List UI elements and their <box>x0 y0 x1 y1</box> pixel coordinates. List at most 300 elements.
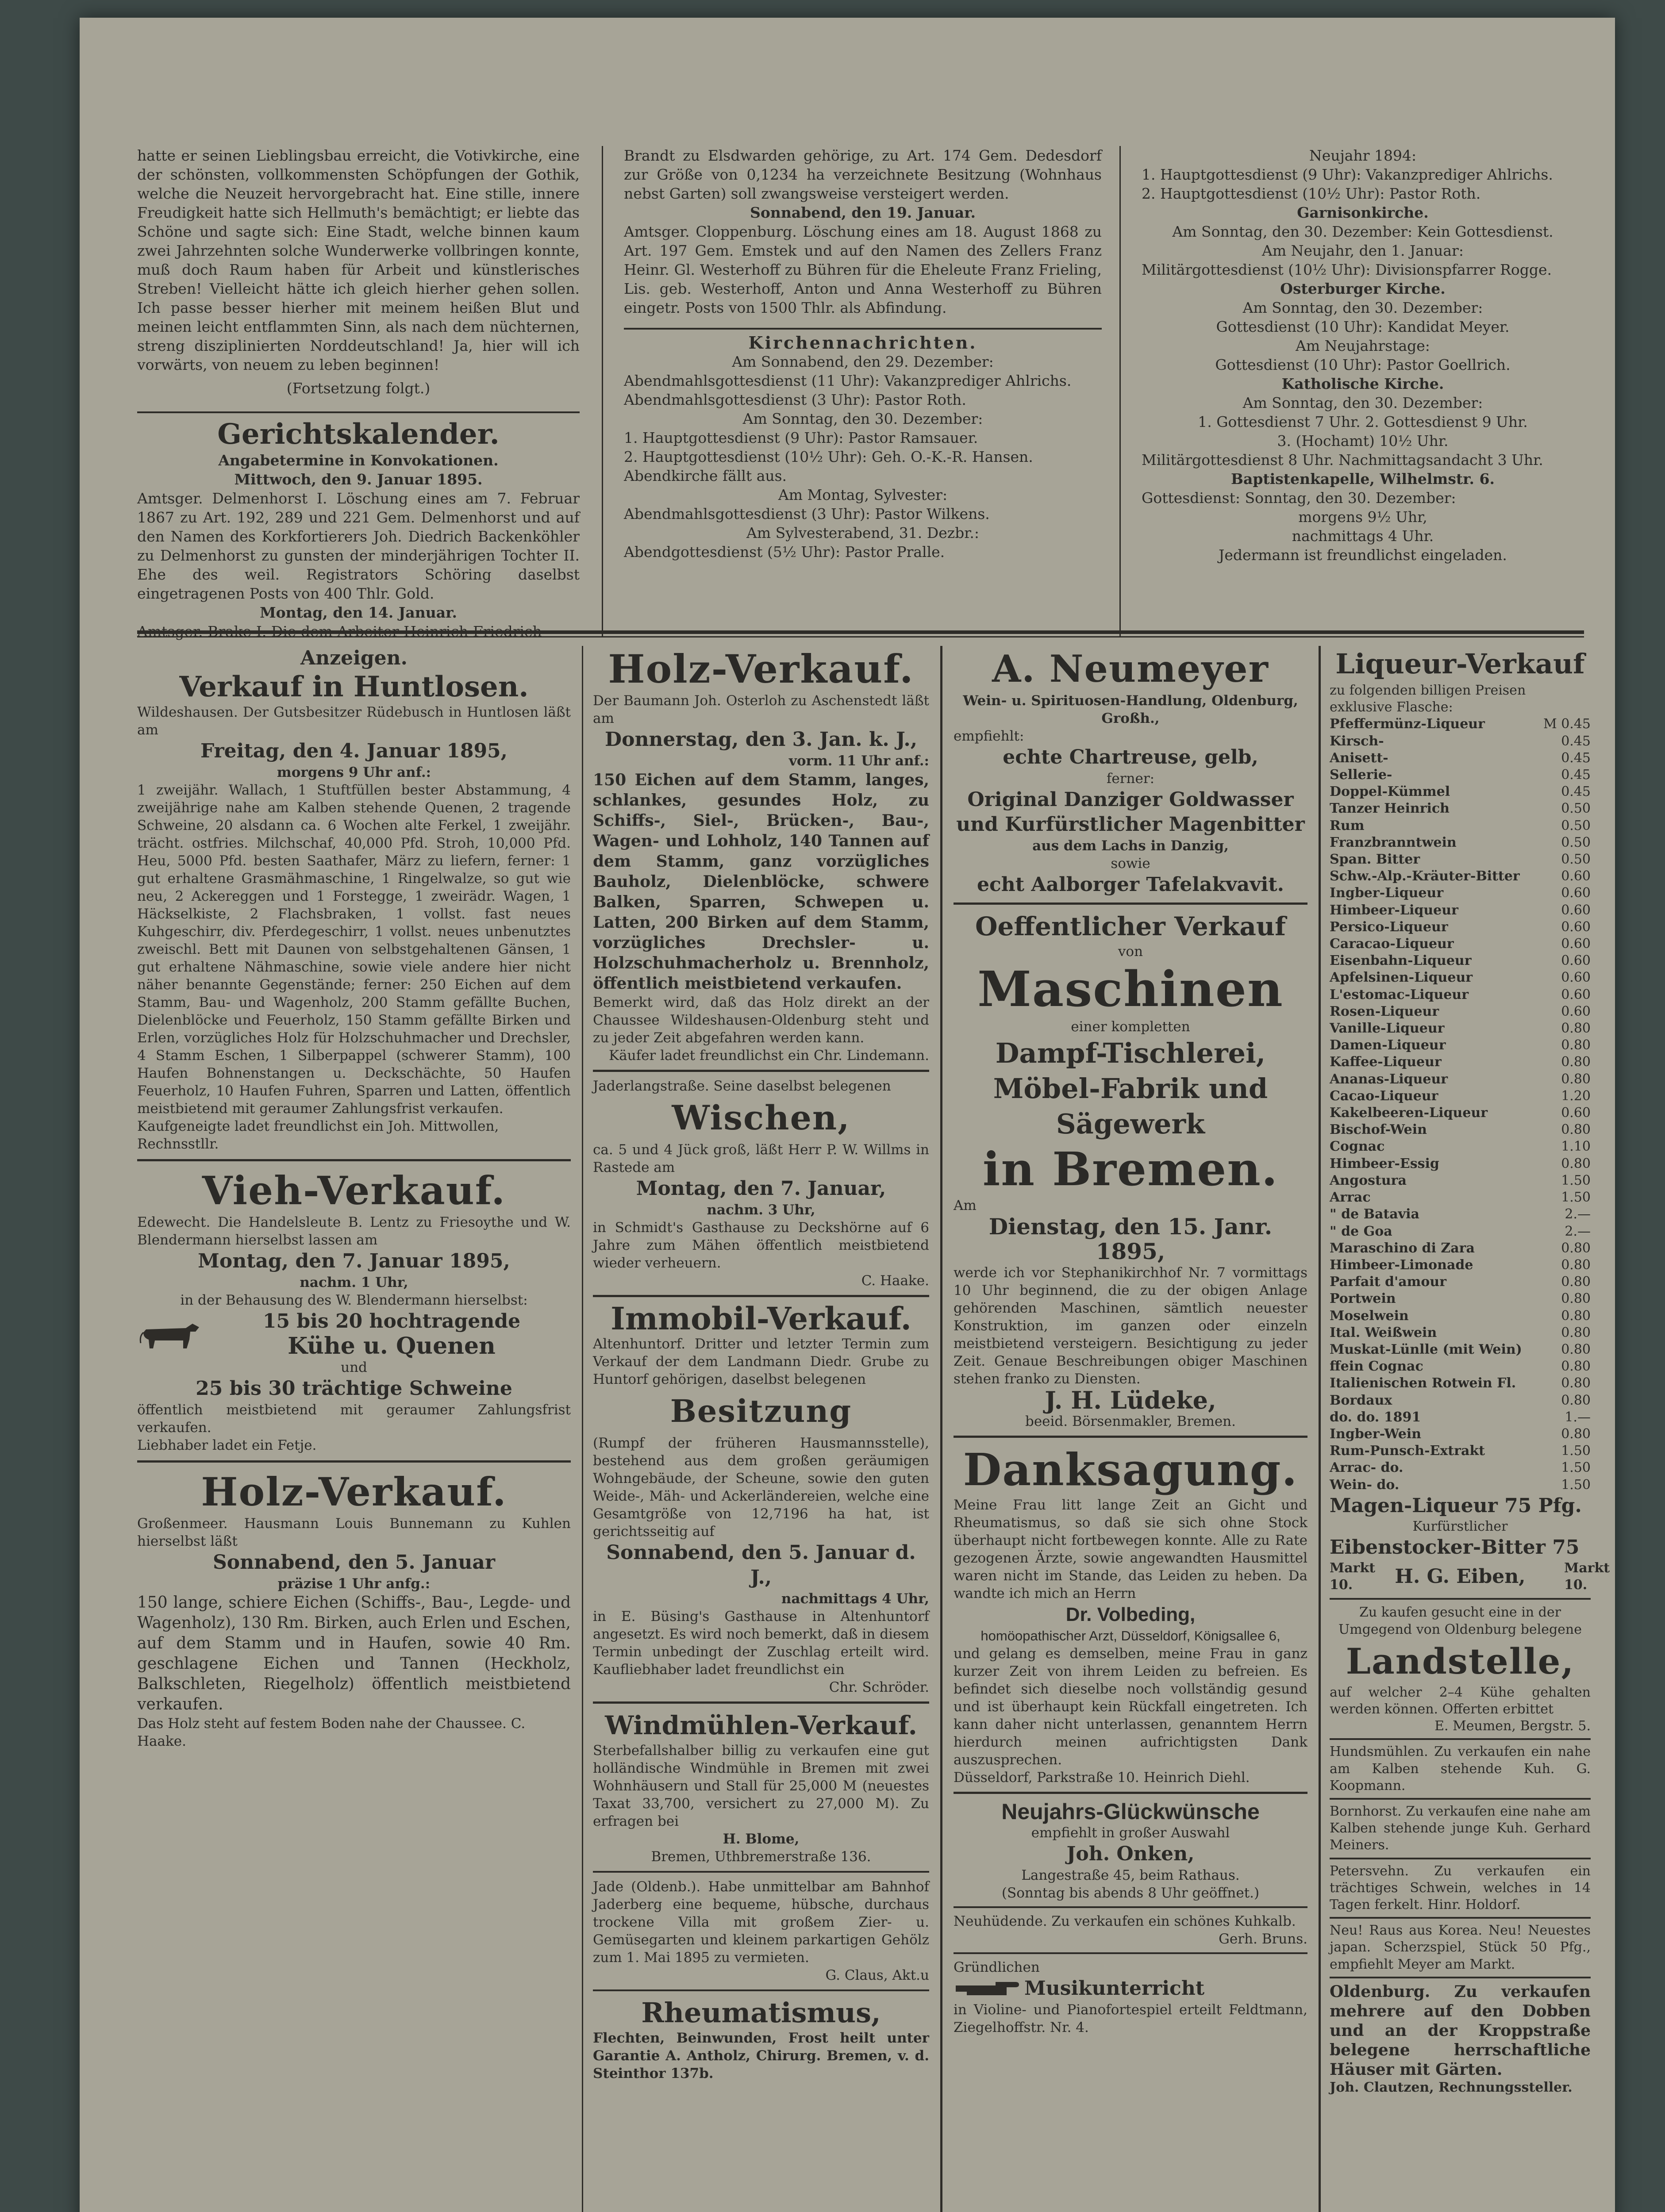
church-line: Jedermann ist freundlichst eingeladen. <box>1219 546 1507 564</box>
liqueur-name: Angostura <box>1330 1172 1407 1188</box>
liqueur-row <box>1330 1459 1591 1476</box>
liqueur-price: 0.60 <box>1561 919 1591 935</box>
church-line: Gottesdienst (10 Uhr): Kandidat Meyer. <box>1216 318 1510 335</box>
ad-text: öffentlich meistbietend mit geraumer Zahlungsfrist verkaufen. <box>137 1402 571 1436</box>
court-calendar-title: Gerichtskalender. <box>217 418 500 451</box>
church-line: nachmittags 4 Uhr. <box>1292 527 1434 545</box>
liqueur-name: Cognac <box>1330 1139 1385 1155</box>
church-news-line: Am Sonnabend, den 29. Dezember: <box>732 353 994 370</box>
liqueur-name: Kaffee-Liqueur <box>1330 1054 1442 1070</box>
ad-text: in E. Büsing's Gasthause in Altenhuntorf angesetzt. Es wird noch bemerkt, daß in diesem Termin unbedingt der Zuschlag erteilt wird. Kaufliebhaber ladet freundlichst ein <box>593 1609 929 1678</box>
ad-footer: Düsseldorf, Parkstraße 10. Heinrich Diehl. <box>954 1770 1250 1786</box>
ad-text: empfiehlt: <box>954 728 1024 744</box>
church-news-line: Am Montag, Sylvester: <box>778 486 948 503</box>
liqueur-price: 1.50 <box>1561 1172 1591 1188</box>
liqueur-price: 0.60 <box>1561 953 1591 969</box>
church-news-line: Abendgottesdienst (5½ Uhr): Pastor Pralle. <box>624 543 945 561</box>
church-line: Am Neujahrstage: <box>1296 337 1430 354</box>
ad-text: Meine Frau litt lange Zeit an Gicht und Rheumatismus, so daß sie sich ohne Stock überhaupt nicht fortbewegen konnte. Alle zu Rate gezogenen Ärzte, sowie angewandten Hausmittel waren nicht im Stande, das Leiden zu heben. Da wandte ich mich an Herrn <box>954 1497 1307 1601</box>
liqueur-row <box>1330 868 1591 885</box>
ads-heading: Anzeigen. <box>300 647 408 669</box>
ad-text: Altenhuntorf. Dritter und letzter Termin zum Verkauf der dem Landmann Diedr. Grube zu Huntorf gehörigen, daselbst belegenen <box>593 1336 929 1387</box>
divider <box>593 1871 929 1873</box>
liqueur-row <box>1330 1426 1591 1443</box>
ad-text: Bornhorst. Zu verkaufen eine nahe am Kalben stehende junge Kuh. Gerhard Meiners. <box>1330 1803 1591 1853</box>
garrison-church-title: Garnisonkirche. <box>1297 204 1429 221</box>
liqueur-name: Rosen-Liqueur <box>1330 1003 1439 1019</box>
column-divider <box>1119 146 1121 637</box>
church-news-line: Am Sonntag, den 30. Dezember: <box>742 410 983 427</box>
ad-text: Oldenburg. Zu verkaufen mehrere auf den Dobben und an der Kroppstraße belegene herrschaftliche Häuser mit Gärten. <box>1330 1982 1591 2079</box>
market-label: Markt 10. <box>1564 1560 1610 1593</box>
liqueur-price: 0.80 <box>1561 1359 1591 1375</box>
cattle-offer-line: 15 bis 20 hochtragende <box>262 1310 521 1333</box>
ad-text: in der Behausung des W. Blendermann hierselbst: <box>180 1292 528 1308</box>
liqueur-name: Parfait d'amour <box>1330 1274 1447 1290</box>
column-divider <box>940 646 942 2212</box>
liqueur-price: 2.— <box>1565 1206 1591 1222</box>
liqueur-price: 0.80 <box>1561 1071 1591 1087</box>
column-divider <box>602 146 603 637</box>
liqueur-row <box>1330 1274 1591 1290</box>
liqueur-name: Cacao-Liqueur <box>1330 1088 1438 1104</box>
liqueur-price: 1.50 <box>1561 1460 1591 1476</box>
court-calendar-subtitle: Angabetermine in Konvokationen. <box>218 452 499 469</box>
liqueur-name: " de Goa <box>1330 1223 1392 1239</box>
liqueur-price: 1.20 <box>1561 1088 1591 1104</box>
ad-date: Donnerstag, den 3. Jan. k. J., <box>604 728 918 751</box>
liqueur-price: 0.60 <box>1561 987 1591 1002</box>
ad-footer: Joh. Clautzen, Rechnungssteller. <box>1330 2079 1573 2095</box>
neumeyer-title: A. Neumeyer <box>992 647 1269 691</box>
ad-text: sowie <box>1111 856 1150 872</box>
ad-time: nachm. 3 Uhr, <box>707 1202 815 1218</box>
ad-text: 150 Eichen auf dem Stamm, langes, schlankes, gesundes Holz, zu Schiffs-, Siel-, Brücken-, Bau-, Wagen- und Lohholz, 140 Tannen auf dem Stamm, ganz vorzügliches Bauholz, Dielenblöcke, schwere Balken, Sparren, Schwepen u. Latten, 200 Birken auf dem Stamm, vorzügliches Drechsler- u. Holzschuhmacherholz u. Brennholz, öffentlich meistbietend verkaufen. <box>593 771 929 993</box>
liqueur-row <box>1330 1156 1591 1172</box>
catholic-church-title: Katholische Kirche. <box>1281 375 1444 392</box>
liqueur-price: 0.80 <box>1561 1375 1591 1391</box>
liqueur-name: Maraschino di Zara <box>1330 1240 1475 1256</box>
liqueur-price: 0.45 <box>1561 767 1591 783</box>
liqueur-row <box>1330 851 1591 868</box>
liqueur-price: 1.50 <box>1561 1477 1591 1493</box>
divider <box>1330 1977 1591 1978</box>
ad-text: in Violine- und Pianofortespiel erteilt Feldtmann, Ziegelhoffstr. Nr. 4. <box>954 2002 1307 2035</box>
ad-text: von <box>1118 944 1143 960</box>
ad-time: morgens 9 Uhr anf.: <box>277 764 431 780</box>
court-entry: Amtsger. Cloppenburg. Löschung eines am 18. August 1868 zu Art. 197 Gem. Emstek und auf den Namen des Zellers Franz Heinr. Gl. Westerhoff zu Bühren für die Eheleute Franz Frieling, Lis. geb. Westerhoff, Anton und Anna Westerhoff zu Bühren eingetr. Posts von 1500 Thlr. als Abfindung. <box>624 223 1102 316</box>
ad-text: Neuhüdende. Zu verkaufen ein schönes Kuhkalb. <box>954 1913 1296 1929</box>
ad-text: Zu kaufen gesucht eine in der Umgegend von Oldenburg belegene <box>1338 1605 1582 1637</box>
liqueur-name: Persico-Liqueur <box>1330 919 1448 935</box>
liqueur-price: 0.80 <box>1561 1274 1591 1290</box>
liqueur-row <box>1330 919 1591 936</box>
liqueur-price: 0.80 <box>1561 1341 1591 1357</box>
novel-text: hatte er seinen Lieblingsbau erreicht, die Votivkirche, eine der schönsten, vollkommensten Schöpfungen der Gothik, welche die Neuzeit hervorgebracht hat. Eine stille, innere Freudigkeit hatte sich Hellmuth's bemächtigt; er liebte das Schöne und sagte sich: Eine Stadt, welche binnen kaum zwei Jahrzehnten solche Wunderwerke vollbringen konnte, muß doch Raum haben für Arbeit und künstlerisches Streben! Vielleicht hätte ich gleich hierher gehen sollen. Ich passe besser hierher mit meinem heißen Blut und meinen leicht entflammten Sinn, als nach dem nüchternen, streng disziplinierten Norddeutschland! Ja, hier will ich vorwärts, von neuem zu leben beginnen! <box>137 147 580 373</box>
liqueur-name: Portwein <box>1330 1291 1396 1307</box>
liqueur-price: 0.80 <box>1561 1291 1591 1307</box>
ad-footer: G. Claus, Akt.u <box>825 1967 929 1983</box>
divider <box>1330 1917 1591 1919</box>
ad-text: Großenmeer. Hausmann Louis Bunnemann zu Kuhlen hierselbst läßt <box>137 1516 571 1549</box>
ad-footer: H. Blome, <box>723 1831 800 1847</box>
liqueur-row <box>1330 1240 1591 1257</box>
liqueur-price: 0.80 <box>1561 1021 1591 1037</box>
doctor-name: Dr. Volbeding, <box>1065 1604 1196 1625</box>
church-line: 1. Gottesdienst 7 Uhr. 2. Gottesdienst 9 Uhr. <box>1198 413 1528 430</box>
church-line: 2. Hauptgottesdienst (10½ Uhr): Pastor Roth. <box>1142 185 1481 202</box>
liqueur-name: Himbeer-Essig <box>1330 1156 1439 1171</box>
ad-text: Der Baumann Joh. Osterloh zu Aschenstedt läßt am <box>593 693 929 726</box>
liqueur-price: 0.80 <box>1561 1156 1591 1171</box>
church-services <box>1142 146 1584 565</box>
liqueur-row <box>1330 1189 1591 1206</box>
liqueur-price: 1.50 <box>1561 1443 1591 1459</box>
cattle-sale-title: Vieh-Verkauf. <box>202 1167 506 1214</box>
eiben-footer <box>1330 1560 1610 1594</box>
greetings-title: Neujahrs-Glückwünsche <box>1001 1799 1260 1824</box>
divider <box>954 1952 1307 1954</box>
property-subtitle: Besitzung <box>670 1393 852 1429</box>
ad-footer: Gerh. Bruns. <box>1219 1931 1307 1947</box>
ad-footer: Kaufgeneigte ladet freundlichst ein Joh. Mittwollen, Rechnsstllr. <box>137 1118 499 1152</box>
ad-text: auf welcher 2–4 Kühe gehalten werden können. Offerten erbittet <box>1330 1684 1591 1717</box>
liqueur-price: 0.80 <box>1561 1308 1591 1324</box>
liqueur-name: Italienischen Rotwein Fl. <box>1330 1375 1516 1391</box>
music-lesson-header <box>954 1976 1307 2001</box>
ads-column-4 <box>1330 646 1610 2096</box>
liqueur-row <box>1330 885 1591 902</box>
church-line: Am Sonntag, den 30. Dezember: <box>1242 394 1483 411</box>
property-sale-title: Immobil-Verkauf. <box>611 1300 911 1337</box>
ad-text: zu folgenden billigen Preisen exklusive Flasche: <box>1330 683 1526 715</box>
liqueur-name: Bischof-Wein <box>1330 1122 1427 1138</box>
liqueur-name: Span. Bitter <box>1330 852 1420 868</box>
liqueur-name: Himbeer-Limonade <box>1330 1257 1473 1273</box>
ad-date: Sonnabend, den 5. Januar <box>212 1551 496 1574</box>
liqueur-row <box>1330 952 1591 969</box>
church-news-line: Abendmahlsgottesdienst (3 Uhr): Pastor Wilkens. <box>624 505 990 522</box>
novel-continuation <box>137 146 580 398</box>
liqueur-price: 0.45 <box>1561 750 1591 766</box>
church-line: Am Neujahr, den 1. Januar: <box>1262 242 1464 259</box>
liqueur-row <box>1330 767 1591 783</box>
column-divider <box>1319 646 1321 2212</box>
liqueur-row <box>1330 800 1591 817</box>
ad-text: 1 zweijähr. Wallach, 1 Stuftfüllen bester Abstammung, 4 zweijährige nahe am Kalben stehende Quenen, 2 tragende Schweine, 20 alsdann ca. 6 Wochen alte Ferkel, 1 zweijähr. trächt. ostfries. Milchschaf, 40,000 Pfd. Stroh, 10,000 Pfd. Heu, 5000 Pfd. besten Saathafer, März zu liefern, ferner: 1 gut erhaltene Grasmähmaschine, 1 Ringelwalze, so gut wie neu, 2 Ackereggen und 1 Forstegge, 1 zweirädr. Wagen, 1 Häckselkiste, 2 Flachsbraken, 1 vollst. fast neues Kuhgeschirr, div. Pferdegeschirr, 1 vollst. neues unbenutztes zweischl. Bett mit Daunen von selbstgehaltenen Gänsen, 1 gut erhaltene Nähmaschine, sowie viele andere hier nicht näher benannte Gegenstände; ferner: 250 Eichen auf dem Stamm, Bau- und Wagenholz, 200 Stamm gefällte Buchen, Dielenblöcke und Feuerholz, 150 Stamm gefällte Birken und Erlen, vorzügliches Holz für Holzschuhmacher und Drechsler, 4 Stamm Eschen, 1 Silberpappel (schwerer Stamm), 100 Haufen Bohnenstangen u. Deckschächte, 50 Haufen Feuerholz, 10 Haufen Fuhren, Sparren und Latten, öffentlich meistbietend mit geraumer Zahlungsfrist verkaufen. <box>137 782 571 1117</box>
court-calendar <box>137 418 580 641</box>
liqueur-name: Ananas-Liqueur <box>1330 1071 1448 1087</box>
divider <box>954 1792 1307 1794</box>
court-date: Mittwoch, den 9. Januar 1895. <box>234 471 483 488</box>
liqueur-row <box>1330 1223 1591 1240</box>
liqueur-name: Moselwein <box>1330 1308 1409 1324</box>
baptist-chapel-title: Baptistenkapelle, Wilhelmstr. 6. <box>1231 470 1495 488</box>
church-news-line: Abendkirche fällt aus. <box>624 467 787 484</box>
liqueur-sale-title: Liqueur-Verkauf <box>1335 648 1585 680</box>
ad-footer: Joh. Onken, <box>1066 1843 1195 1865</box>
product-line: Eibenstocker-Bitter 75 <box>1330 1536 1580 1559</box>
liqueur-row <box>1330 834 1591 851</box>
liqueur-price: 0.60 <box>1561 885 1591 901</box>
ad-text: Neu! Raus aus Korea. Neu! Neuestes japan. Scherzspiel, Stück 50 Pfg., empfiehlt Meyer am Markt. <box>1330 1923 1591 1972</box>
ad-text: (Rumpf der früheren Hausmannsstelle), bestehend aus dem großen geräumigen Wohngebäude, der Scheune, sowie den guten Weide-, Mäh- und Ackerländereien, welche eine Gesamtgröße von 12,7196 ha hat, ist gerichtsseitig auf <box>593 1435 929 1540</box>
product-line: echt Aalborger Tafelakvavit. <box>977 873 1284 896</box>
court-entry: Brandt zu Elsdwarden gehörige, zu Art. 174 Gem. Dedesdorf zur Größe von 0,1234 ha verzeichnete Besitzung (Wohnhaus nebst Garten) soll zwangsweise versteigert werden. <box>624 147 1102 202</box>
ad-text: empfiehlt in großer Auswahl <box>1031 1825 1230 1841</box>
ad-text: Wein- u. Spirituosen-Handlung, Oldenburg, Großh., <box>963 693 1298 726</box>
ad-footer: Liebhaber ladet ein Fetje. <box>137 1437 317 1453</box>
liqueur-row <box>1330 1358 1591 1375</box>
divider <box>954 902 1307 905</box>
column-divider <box>582 646 583 2212</box>
meadows-title: Wischen, <box>672 1098 850 1137</box>
ad-time: nachmittags 4 Uhr, <box>781 1591 929 1607</box>
liqueur-row <box>1330 936 1591 952</box>
liqueur-row <box>1330 1257 1591 1274</box>
liqueur-row <box>1330 1290 1591 1307</box>
liqueur-price: M 0.45 <box>1543 716 1591 732</box>
liqueur-row <box>1330 750 1591 767</box>
liqueur-row <box>1330 969 1591 986</box>
liqueur-name: Caracao-Liqueur <box>1330 936 1454 952</box>
ad-text: Jade (Oldenb.). Habe unmittelbar am Bahnhof Jaderberg eine bequeme, hübsche, durchaus trockene Villa mit großem Zier- u. Gemüsegarten und kleinem parkartigen Gehölz zum 1. Mai 1895 zu vermieten. <box>593 1879 929 1966</box>
cattle-offer <box>137 1309 571 1359</box>
liqueur-name: Schw.-Alp.-Kräuter-Bitter <box>1330 868 1520 884</box>
divider <box>137 1460 571 1463</box>
ad-text: Gründlichen <box>954 1959 1040 1975</box>
ad-text: in Schmidt's Gasthause zu Deckshörne auf 6 Jahre zum Mähen öffentlich meistbietend wieder verheuern. <box>593 1220 929 1271</box>
liqueur-price: 0.50 <box>1561 852 1591 868</box>
liqueur-name: Rum <box>1330 818 1365 833</box>
ad-time: nachm. 1 Uhr, <box>300 1275 408 1290</box>
divider <box>137 411 580 413</box>
divider <box>593 1295 929 1297</box>
liqueur-row <box>1330 1206 1591 1223</box>
liqueur-name: Sellerie- <box>1330 767 1392 783</box>
cattle-offer-line: 25 bis 30 trächtige Schweine <box>196 1377 512 1400</box>
ad-text: werde ich vor Stephanikirchhof Nr. 7 vormittags 10 Uhr beginnend, die zu der obigen Anlage gehörenden Maschinen, sämtlich neuester Konstruktion, im ganzen oder einzeln meistbietend versteigern. Besichtigung zu jeder Zeit. Genaue Beschreibungen obiger Maschinen stehen franko zu Diensten. <box>954 1265 1307 1387</box>
church-line: 3. (Hochamt) 10½ Uhr. <box>1277 432 1449 449</box>
market-label: Markt 10. <box>1330 1560 1376 1593</box>
liqueur-name: Franzbranntwein <box>1330 834 1457 850</box>
liqueur-row <box>1330 1003 1591 1020</box>
court-date: Montag, den 14. Januar. <box>260 604 457 621</box>
newspaper-page <box>80 18 1615 2212</box>
ad-footer: Käufer ladet freundlichst ein Chr. Lindemann. <box>609 1048 929 1064</box>
liqueur-name: Ital. Weißwein <box>1330 1325 1437 1340</box>
divider <box>954 1436 1307 1438</box>
liqueur-price: 1.— <box>1565 1409 1591 1425</box>
sale-huntlosen-title: Verkauf in Huntlosen. <box>179 670 529 703</box>
liqueur-name: Pfeffermünz-Liqueur <box>1330 716 1485 732</box>
ad-text: Wildeshausen. Der Gutsbesitzer Rüdebusch in Huntlosen läßt am <box>137 704 571 738</box>
church-line: Militärgottesdienst (10½ Uhr): Divisionspfarrer Rogge. <box>1142 261 1552 278</box>
ad-time: präzise 1 Uhr anfg.: <box>277 1576 431 1592</box>
ad-footer: C. Haake. <box>861 1273 929 1289</box>
liqueur-price: 1.50 <box>1561 1190 1591 1206</box>
ad-time: vorm. 11 Uhr anf.: <box>788 753 929 769</box>
liqueur-name: Ingber-Liqueur <box>1330 885 1444 901</box>
thanks-title: Danksagung. <box>963 1444 1298 1496</box>
divider <box>954 1906 1307 1908</box>
liqueur-price: 0.80 <box>1561 1257 1591 1273</box>
divider <box>137 1159 571 1161</box>
church-news-line: Abendmahlsgottesdienst (3 Uhr): Pastor Roth. <box>624 391 966 408</box>
liqueur-name: Doppel-Kümmel <box>1330 784 1450 800</box>
ad-text: Jaderlangstraße. Seine daselbst belegenen <box>593 1078 891 1094</box>
church-line: Neujahr 1894: <box>1309 147 1417 164</box>
liqueur-row <box>1330 1172 1591 1189</box>
divider <box>593 1989 929 1991</box>
divider <box>593 1070 929 1072</box>
liqueur-price: 0.50 <box>1561 834 1591 850</box>
liqueur-price: 0.80 <box>1561 1037 1591 1053</box>
liqueur-row <box>1330 1037 1591 1054</box>
product-line: Original Danziger Goldwasser und Kurfürstlicher Magenbitter <box>956 788 1305 836</box>
ad-text: 150 lange, schiere Eichen (Schiffs-, Bau-, Legde- und Wagenholz), 130 Rm. Birken, auch Erlen und Eschen, auf dem Stamm und in Haufen, sowie 40 Rm. geschlagene Eichen und Tannen (Heckholz, Balkschleten, Riegelholz) öffentlich meistbietend verkaufen. <box>137 1594 571 1713</box>
liqueur-name: Kakelbeeren-Liqueur <box>1330 1105 1488 1121</box>
divider <box>1330 1858 1591 1859</box>
pointing-hand-icon <box>954 1978 1020 2000</box>
court-date: Sonnabend, den 19. Januar. <box>750 204 976 221</box>
divider <box>1330 1798 1591 1800</box>
divider <box>1330 1598 1591 1600</box>
liqueur-name: Bordaux <box>1330 1392 1392 1408</box>
liqueur-name: ffein Cognac <box>1330 1359 1423 1375</box>
doctor-address: homöopathischer Arzt, Düsseldorf, Königsallee 6, <box>981 1628 1280 1644</box>
cow-icon <box>137 1318 204 1349</box>
divider <box>593 1701 929 1704</box>
wood-sale-title: Holz-Verkauf. <box>608 646 914 692</box>
estate-title: Landstelle, <box>1346 1640 1575 1682</box>
liqueur-name: Arrac- do. <box>1330 1460 1404 1476</box>
liqueur-row <box>1330 1105 1591 1121</box>
liqueur-price: 0.45 <box>1561 784 1591 800</box>
liqueur-name: Kirsch- <box>1330 733 1384 749</box>
liqueur-row <box>1330 1409 1591 1426</box>
ad-footer: Chr. Schröder. <box>829 1679 929 1695</box>
liqueur-row <box>1330 1392 1591 1409</box>
ad-text: Hundsmühlen. Zu verkaufen ein nahe am Kalben stehende Kuh. G. Koopmann. <box>1330 1744 1591 1793</box>
liqueur-row <box>1330 1308 1591 1325</box>
church-news-line: Abendmahlsgottesdienst (11 Uhr): Vakanzprediger Ahlrichs. <box>624 372 1072 389</box>
liqueur-price: 0.50 <box>1561 801 1591 817</box>
ad-text: Am <box>954 1198 977 1214</box>
liqueur-name: Tanzer Heinrich <box>1330 801 1450 817</box>
liqueur-row <box>1330 1443 1591 1459</box>
liqueur-price: 0.60 <box>1561 1105 1591 1121</box>
church-line: Militärgottesdienst 8 Uhr. Nachmittagsandacht 3 Uhr. <box>1142 451 1543 469</box>
divider <box>624 328 1102 330</box>
liqueur-price: 0.80 <box>1561 1325 1591 1340</box>
ad-text: Petersvehn. Zu verkaufen ein trächtiges Schwein, welches in 14 Tagen ferkelt. Hinr. Holdorf. <box>1330 1863 1591 1912</box>
ad-date: Sonnabend, den 5. Januar d. J., <box>606 1541 916 1589</box>
ads-column-1 <box>137 646 571 1750</box>
liqueur-name: L'estomac-Liqueur <box>1330 987 1469 1002</box>
ad-text: Sterbefallshalber billig zu verkaufen eine gut holländische Windmühle in Bremen mit zwei Wohnhäusern und Stall für 25,000 M (neuestes Taxat 33,700, versichert zu 27,000 M). Zu erfragen bei <box>593 1743 929 1829</box>
ad-date: Dienstag, den 15. Janr. 1895, <box>988 1214 1273 1264</box>
liqueur-row <box>1330 1341 1591 1358</box>
factory-title: Dampf-Tischlerei, Möbel-Fabrik und Sägewerk <box>993 1037 1268 1140</box>
court-entry: Amtsger. Delmenhorst I. Löschung eines am 7. Februar 1867 zu Art. 192, 289 und 221 Gem. Delmenhorst und auf den Namen des Korkfortierers Joh. Diedrich Backenköhler zu Delmenhorst zu gunsten der minderjährigen Tochter II. Ehe des weil. Registrators Schöring daselbst eingetragenen Posts von 400 Thlr. Gold. <box>137 490 580 602</box>
wood-sale-title: Holz-Verkauf. <box>201 1469 507 1515</box>
liqueur-price: 0.60 <box>1561 1003 1591 1019</box>
liqueur-price: 0.50 <box>1561 818 1591 833</box>
liqueur-name: Himbeer-Liqueur <box>1330 902 1458 918</box>
machines-title: Maschinen <box>977 960 1284 1018</box>
liqueur-row <box>1330 716 1591 733</box>
liqueur-row <box>1330 1138 1591 1155</box>
church-line: Gottesdienst (10 Uhr): Pastor Goellrich. <box>1215 356 1511 373</box>
church-news-title: Kirchennachrichten. <box>748 333 977 353</box>
liqueur-price-list <box>1330 716 1591 1493</box>
ad-text: (Sonntag bis abends 8 Uhr geöffnet.) <box>1001 1885 1260 1901</box>
ads-column-3 <box>954 646 1307 2036</box>
ad-text: aus dem Lachs in Danzig, <box>1032 838 1229 854</box>
ads-column-2 <box>593 646 929 2082</box>
liqueur-row <box>1330 1054 1591 1071</box>
liqueur-price: 0.60 <box>1561 970 1591 986</box>
church-line: morgens 9½ Uhr, <box>1298 508 1427 526</box>
bremen-title: in Bremen. <box>982 1142 1279 1196</box>
divider <box>1330 1738 1591 1740</box>
church-news-line: Am Sylvesterabend, 31. Dezbr.: <box>746 524 979 541</box>
liqueur-name: Muskat-Lünlle (mit Wein) <box>1330 1341 1522 1357</box>
liqueur-row <box>1330 1325 1591 1341</box>
ad-text: einer kompletten <box>1071 1019 1190 1035</box>
liqueur-name: Anisett- <box>1330 750 1388 766</box>
liqueur-price: 2.— <box>1565 1223 1591 1239</box>
church-line: 1. Hauptgottesdienst (9 Uhr): Vakanzprediger Ahlrichs. <box>1142 166 1553 183</box>
liqueur-price: 0.80 <box>1561 1426 1591 1442</box>
rheumatism-title: Rheumatismus, <box>641 1997 881 2029</box>
liqueur-row <box>1330 1020 1591 1037</box>
liqueur-price: 0.80 <box>1561 1054 1591 1070</box>
ad-footer: E. Meumen, Bergstr. 5. <box>1434 1718 1591 1734</box>
church-line: Gottesdienst: Sonntag, den 30. Dezember: <box>1142 489 1456 507</box>
liqueur-price: 0.45 <box>1561 733 1591 749</box>
church-news-list <box>624 352 1102 561</box>
ad-footer: J. H. Lüdeke, <box>1045 1386 1216 1414</box>
osterburg-church-title: Osterburger Kirche. <box>1280 280 1446 297</box>
liqueur-name: Ingber-Wein <box>1330 1426 1422 1442</box>
church-news-line: 1. Hauptgottesdienst (9 Uhr): Pastor Ramsauer. <box>624 429 978 446</box>
ad-text: Bemerkt wird, daß das Holz direkt an der Chaussee Wildeshausen-Oldenburg steht und zu jeder Zeit abgefahren werden kann. <box>593 995 929 1046</box>
liqueur-row <box>1330 733 1591 750</box>
ad-footer: Das Holz steht auf festem Boden nahe der Chaussee. C. Haake. <box>137 1716 526 1749</box>
cattle-offer-line: Kühe u. Quenen <box>288 1333 496 1359</box>
merchant-name: H. G. Eiben, <box>1395 1565 1526 1588</box>
liqueur-row <box>1330 987 1591 1003</box>
liqueur-name: Arrac <box>1330 1190 1371 1206</box>
ad-text: und <box>341 1359 367 1375</box>
ad-footer: Bremen, Uthbremerstraße 136. <box>651 1849 871 1865</box>
product-line: echte Chartreuse, gelb, <box>1003 746 1258 768</box>
music-lesson-title: Musikunterricht <box>1024 1977 1205 2000</box>
section-divider <box>137 630 1584 634</box>
liqueur-price: 0.80 <box>1561 1240 1591 1256</box>
liqueur-name: Vanille-Liqueur <box>1330 1021 1445 1037</box>
ad-text: Langestraße 45, beim Rathaus. <box>1021 1867 1240 1883</box>
public-sale-title: Oeffentlicher Verkauf <box>975 911 1286 941</box>
ad-text: Edewecht. Die Handelsleute B. Lentz zu Friesoythe und W. Blendermann hierselbst lassen am <box>137 1214 571 1248</box>
liqueur-row <box>1330 1071 1591 1088</box>
liqueur-row <box>1330 902 1591 919</box>
ad-date: Montag, den 7. Januar 1895, <box>198 1250 510 1272</box>
ad-text: ferner: <box>1106 771 1155 787</box>
liqueur-price: 0.80 <box>1561 1122 1591 1138</box>
